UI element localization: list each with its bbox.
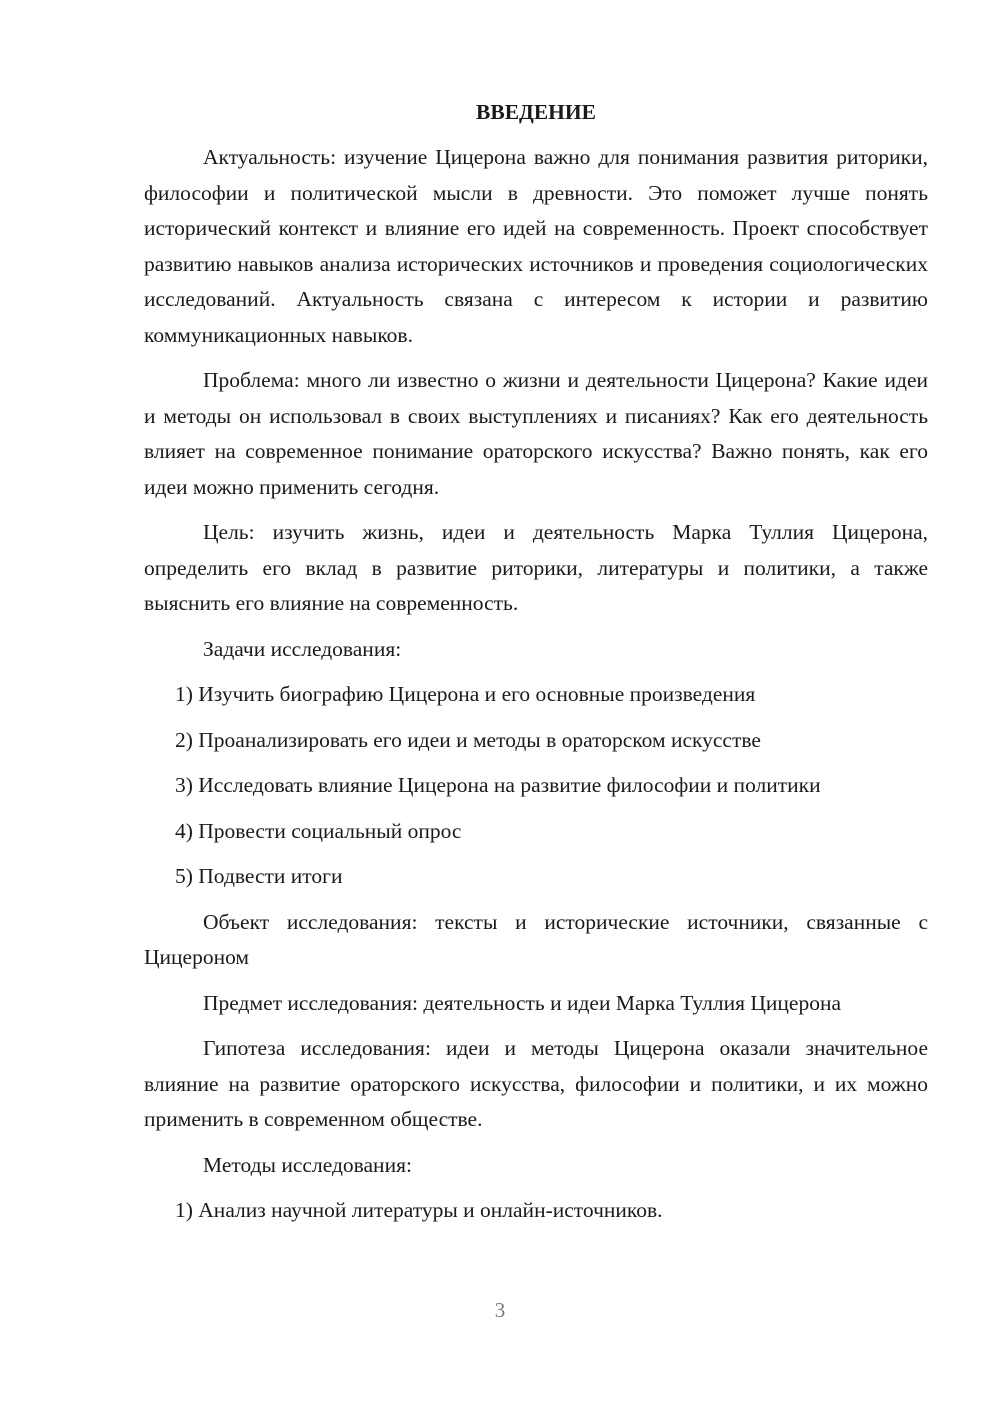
list-item: 1) Анализ научной литературы и онлайн-источников. (175, 1198, 663, 1222)
list-item: 2) Проанализировать его идеи и методы в ораторском искусстве (175, 727, 761, 752)
subject-paragraph: Предмет исследования: деятельность и идеи Марка Туллия Цицерона (203, 990, 841, 1015)
section-title: ВВЕДЕНИЕ (476, 100, 596, 124)
list-item: 3) Исследовать влияние Цицерона на развитие философии и политики (175, 773, 821, 797)
object-paragraph: Объект исследования: тексты и исторические источники, связанные с Цицероном (144, 909, 928, 969)
methods-heading: Методы исследования: (203, 1152, 412, 1177)
relevance-paragraph: Актуальность: изучение Цицерона важно для понимания развития риторики, философии и политической мысли в древности. Это поможет лучше понять исторический контекст и влияние его идей на современность. Проект способствует развитию навыков анализа исторических источников и проведения социологических исследований. Актуальность связана с интересом к истории и развитию коммуникационных навыков. (144, 145, 928, 347)
problem-paragraph: Проблема: много ли известно о жизни и деятельности Цицерона? Какие идеи и методы он использовал в своих выступлениях и писаниях? Как его деятельность влияет на современное понимание ораторского искусства? Важно понять, как его идеи можно применить сегодня. (144, 368, 928, 499)
page-number: 3 (494, 1298, 506, 1322)
tasks-list (144, 677, 928, 895)
list-item: 4) Провести социальный опрос (175, 818, 462, 843)
document-page (144, 94, 928, 1239)
tasks-heading: Задачи исследования: (203, 636, 402, 661)
methods-list (144, 1193, 928, 1229)
goal-paragraph: Цель: изучить жизнь, идеи и деятельность Марка Туллия Цицерона, определить его вклад в развитие риторики, литературы и политики, а также выяснить его влияние на современность. (144, 520, 928, 615)
list-item: 1) Изучить биографию Цицерона и его основные произведения (175, 682, 756, 706)
list-item: 5) Подвести итоги (175, 864, 343, 888)
hypothesis-paragraph: Гипотеза исследования: идеи и методы Цицерона оказали значительное влияние на развитие ораторского искусства, философии и политики, и их можно применить в современном обществе. (144, 1036, 928, 1131)
